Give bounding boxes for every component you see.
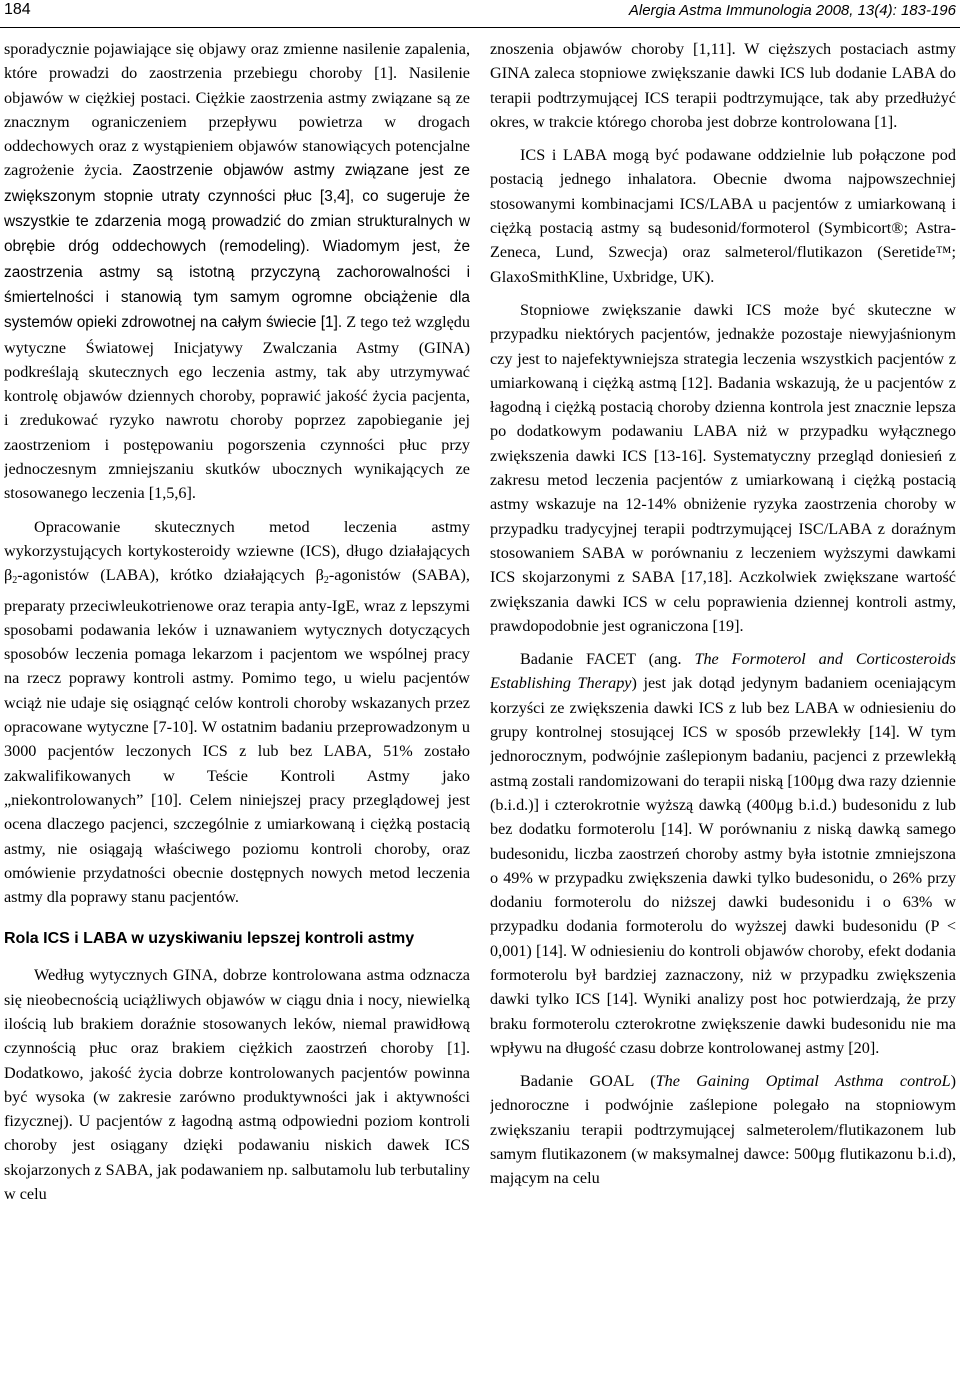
- paragraph: [4, 37, 470, 506]
- paragraph-text-sans: Zaostrzenie objawów astmy związane jest ze zwiększonym stopnie utraty czynności płuc [3,4], co sugeruje że wszystkie te zdarzenia mogą prowadzić do zmian strukturalnych w obrębie dróg oddechowych (remodeling). Wiadomym jest, że zaostrzenia astmy są istotną przyczyną zachorowalności i śmiertelności i stanowią tym samym ogromne obciążenie dla systemów opieki zdrowotnej na całym świecie [1].: [4, 162, 470, 332]
- paragraph-text: ) jednoroczne i podwójnie zaślepione polegało na stopniowym zwiększaniu terapii podtrzymującej salmeterolem/flutikazonem lub samym flutikazonem (w maksymalnej dawce: 500μg flutikazonu b.i.d), mającym na celu: [490, 1072, 956, 1188]
- paragraph: Stopniowe zwiększanie dawki ICS może być skuteczne w przypadku niektórych pacjentów, jednakże pozostaje niewyjaśnionym czy jest to najefektywniejsza strategia leczenia wszystkich pacjentów z umiarkowaną i ciężką astmą [12]. Badania wskazują, że u pacjentów z łagodną i ciężką postacią choroby dzienna kontrola jest znacznie lepsza po dodatkowym podawaniu LABA niż w przypadku wyłącznego zwiększenia dawki ICS [13-16]. Systematyczny przegląd doniesień z zakresu metod leczenia pacjentów z umiarkowaną i ciężką postacią astmy wskazuje na 12-14% obniżenie ryzyka zaostrzenia choroby w przypadku tradycyjnej terapii podtrzymującej ISC/LABA z doraźnym stosowaniem SABA w porównaniu z leczeniem wyższymi dawkami ICS skojarzonymi z SABA [17,18]. Aczkolwiek zwiększane wartość zwiększania dawki ICS w celu poprawienia dziennej kontroli astmy, prawdopodobnie jest ograniczona [19].: [490, 300, 956, 635]
- paragraph-text: Opracowanie skutecznych metod leczenia astmy wykorzystujących kortykosteroidy wziewne (ICS), długo działających β: [4, 517, 470, 585]
- paragraph: Według wytycznych GINA, dobrze kontrolowana astma odznacza się nieobecnością uciążliwych objawów w ciągu dnia i nocy, niewielką ilością lub brakiem doraźnie stosowanych leków, niemal prawidłową czynnością płuc oraz brakiem ciężkich zaostrzeń choroby [1]. Dodatkowo, jakość życia dobrze kontrolowanych pacjentów powinna być wysoka (w zakresie zarówno produktywności jak i aktywności fizycznej). U pacjentów z łagodną astmą odpowiedni poziom kontroli choroby jest osiągany dzięki podawaniu niskich dawek ICS skojarzonych z SABA, jak podawaniem np. salbutamolu lub terbutaliny w celu: [4, 966, 470, 1204]
- right-column: [490, 37, 956, 1369]
- left-column: [4, 37, 470, 1369]
- paragraph-text-end: Z tego też względu wytyczne Światowej Inicjatywy Zwalczania Astmy (GINA) podkreślają skutecznych ego leczenia astmy, tak aby utrzymywać kontrolę objawów dziennych choroby, poprawić jakość życia pacjenta, i zredukować ryzyko nawrotu choroby poprzez zapobieganie jej zaostrzeniom i postępowaniu pogorszenia czynności płuc przy jednoczesnym zmniejszaniu skutków ubocznych wynikających ze stosowanego leczenia [1,5,6].: [4, 313, 470, 503]
- paragraph: [490, 647, 956, 1060]
- paragraph-text: ) jest jak dotąd jedynym badaniem oceniającym korzyści ze zwiększenia dawki ICS z lub bez LABA w odniesieniu do grupy kontrolnej stosującej ICS w sposób przewlekły [14]. W tym jednorocznym, podwójnie zaślepionym badaniu, pacjenci z przewlekłą astmą zostali randomizowani do terapii niską [100μg dwa razy dziennie (b.i.d.)] i czterokrotnie wyższą dawką (400μg b.i.d.) budesonidu z lub bez dodatku formoterolu [14]. W porównaniu z niską dawką samego budesonidu, liczba zaostrzeń choroby astmy była istotnie zmniejszona o 49% w przypadku zwiększenia dawki tylko budesonidu, o 26% przy dodaniu formoterolu do niższej dawki budesonidu i o 63% w przypadku dodania formoterolu do wyższej dawki budesonidu (P < 0,001) [14]. W odniesieniu do kontroli objawów choroby, efekt dodania formoterolu był bardziej zaznaczony, niż w przypadku zwiększenia dawki tylko ICS [14]. Wyniki analizy post hoc potwierdzają, że przy braku formoterolu czterokrotne zwiększenie dawki budesonidu nie ma wpływu na długość czasu dobrze kontrolowanej astmy [20].: [490, 674, 956, 1057]
- paragraph: ICS i LABA mogą być podawane oddzielnie lub połączone pod postacią jednego inhalatora. Obecnie dwoma najpowszechniej stosowanymi kombinacjami ICS/LABA u pacjentów z umiarkowaną i ciężką postacią astmy są budesonid/formoterol (Symbicort®; Astra-Zeneca, Lund, Szwecja) oraz salmeterol/flutikazon (Seretide™; GlaxoSmithKline, Uxbridge, UK).: [490, 146, 956, 286]
- journal-citation: Alergia Astma Immunologia 2008, 13(4): 183-196: [628, 2, 956, 19]
- paragraph: znoszenia objawów choroby [1,11]. W cięższych postaciach astmy GINA zaleca stopniowe zwiększanie dawki ICS lub dodanie LABA do terapii podtrzymującej ICS terapii podtrzymujące, tak aby przedłużyć okres, w trakcie którego choroba jest dobrze kontrolowana [1].: [490, 40, 956, 131]
- section-heading: Rola ICS i LABA w uzyskiwaniu lepszej kontroli astmy: [4, 930, 415, 948]
- study-name-italic: The Gaining Optimal Asthma controL: [655, 1072, 951, 1091]
- paragraph-text: -agonistów (SABA), preparaty przeciwleukotrienowe oraz terapia anty-IgE, wraz z lepszymi sposobami podawania leków i uznawaniem wytycznych dotyczących sposobów leczenia pomaga lekarzom i pacjentom we wspólnej pracy na rzecz poprawy kontroli astmy. Pomimo tego, u wielu pacjentów wciąż nie udaje się osiągnąć celów kontroli choroby wskazanych przez opracowane wytyczne [7-10]. W ostatnim badaniu przeprowadzonym u 3000 pacjentów leczonych ICS z lub bez LABA, 51% zostało zakwalifikowanych w Teście Kontroli Astmy jako „niekontrolowanych” [10]. Celem niniejszej pracy przeglądowej jest ocena dlaczego pacjenci, szczególnie z umiarkowaną i ciężką postacią astmy, nie osiągają właściwego poziomu kontroli choroby, oraz omówienie przydatności obecnie dostępnych nowych metod leczenia astmy dla poprawy stanu pacjentów.: [4, 566, 470, 907]
- paragraph: [4, 515, 470, 910]
- paragraph-text: Badanie GOAL (: [520, 1072, 656, 1091]
- subscript: 2: [323, 575, 329, 587]
- paragraph-text: Badanie FACET (ang.: [520, 650, 695, 669]
- paragraph: [490, 1069, 956, 1190]
- paragraph-text-start: sporadycznie pojawiające się objawy oraz zmienne nasilenie zapalenia, które prowadzi do zaostrzenia przebiegu choroby [1]. Nasilenie objawów w ciężkiej postaci. Ciężkie zaostrzenia astmy związane są ze znacznym ograniczeniem przepływu powietrza w drogach oddechowych oraz z wystąpieniem objawów stanowiących potencjalne zagrożenie życia.: [4, 40, 470, 180]
- study-name-italic: The Formoterol and Corticosteroids Establishing Therapy: [490, 650, 956, 693]
- page-number: 184: [4, 1, 31, 18]
- paragraph-text: -agonistów (LABA), krótko działających β: [17, 566, 324, 585]
- running-header: [0, 0, 960, 28]
- subscript: 2: [12, 575, 18, 587]
